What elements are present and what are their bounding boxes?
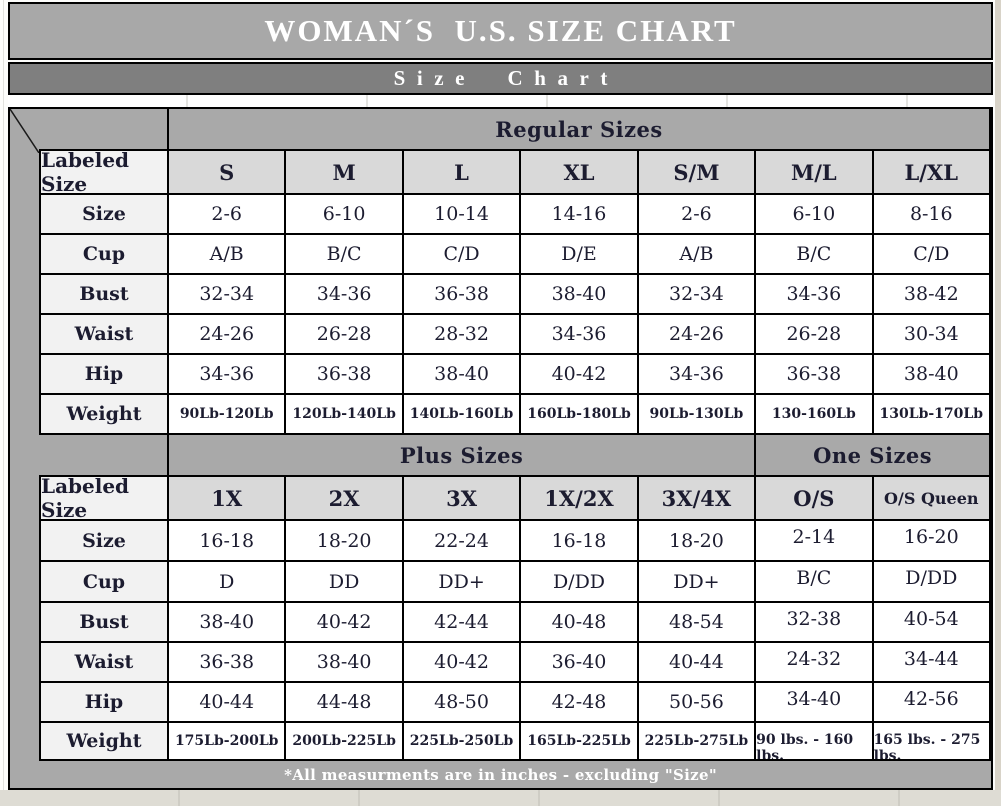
data-cell: 36-38 [286,355,403,395]
column-header: XL [521,151,638,195]
data-cell: D/DD [874,562,991,603]
left-gridline [3,0,4,790]
data-cell: 34-44 [874,643,991,683]
data-cell: 40-44 [639,643,756,683]
gridline-gap [8,95,993,107]
data-cell: 40-42 [404,643,521,683]
data-cell: D [169,562,286,603]
column-header: 2X [286,477,403,521]
column-header: 1X [169,477,286,521]
column-header: S/M [639,151,756,195]
data-cell: D/DD [521,562,638,603]
data-cell: B/C [756,562,873,603]
data-cell: 120Lb-140Lb [286,395,403,435]
data-cell: 36-38 [756,355,873,395]
data-cell: 36-38 [404,275,521,315]
column-header: L [404,151,521,195]
data-cell: 2-14 [756,521,873,562]
row-label: Hip [39,355,169,395]
data-cell: 40-54 [874,603,991,643]
row-label: Weight [39,723,169,761]
column-header: L/XL [874,151,991,195]
data-cell: 14-16 [521,195,638,235]
data-cell: 18-20 [286,521,403,562]
data-cell: 40-42 [521,355,638,395]
column-header: O/S [756,477,873,521]
data-cell: 42-48 [521,683,638,723]
section-header: Regular Sizes [169,109,991,151]
data-cell: 2-6 [639,195,756,235]
data-cell: 42-44 [404,603,521,643]
data-cell: 34-36 [639,355,756,395]
right-margin-strip [995,0,1001,790]
row-label: Waist [39,315,169,355]
data-cell: 48-54 [639,603,756,643]
data-cell: 32-34 [639,275,756,315]
section-header: One Sizes [756,435,991,477]
data-cell: 2-6 [169,195,286,235]
data-cell: 90Lb-120Lb [169,395,286,435]
column-header: M [286,151,403,195]
data-cell: 130Lb-170Lb [874,395,991,435]
labeled-size-header: Labeled Size [39,477,169,521]
data-cell: 225Lb-275Lb [639,723,756,761]
row-label: Weight [39,395,169,435]
data-cell: 38-42 [874,275,991,315]
data-cell: 90Lb-130Lb [639,395,756,435]
section-band-spacer [39,109,169,151]
column-header: 3X/4X [639,477,756,521]
title-bar [8,2,993,60]
data-cell: 34-40 [756,683,873,723]
data-cell: D/E [521,235,638,275]
data-cell: 30-34 [874,315,991,355]
data-cell: 38-40 [404,355,521,395]
data-cell: 36-40 [521,643,638,683]
section-header: Plus Sizes [169,435,756,477]
data-cell: 48-50 [404,683,521,723]
data-cell: 28-32 [404,315,521,355]
footnote-bar [10,761,991,788]
plus-one-sizes-table [39,435,991,761]
data-cell: 26-28 [756,315,873,355]
data-cell: 38-40 [521,275,638,315]
data-cell: 34-36 [169,355,286,395]
data-cell: 22-24 [404,521,521,562]
data-cell: 16-20 [874,521,991,562]
data-cell: B/C [756,235,873,275]
page-subtitle: Size Chart [393,66,619,90]
data-cell: 175Lb-200Lb [169,723,286,761]
data-cell: 34-36 [286,275,403,315]
data-cell: 16-18 [169,521,286,562]
data-cell: 40-42 [286,603,403,643]
bottom-margin-strip [0,790,1001,806]
section-band-spacer [39,435,169,477]
table-frame [8,107,993,790]
data-cell: 24-32 [756,643,873,683]
row-label: Bust [39,275,169,315]
data-cell: 38-40 [286,643,403,683]
data-cell: 40-44 [169,683,286,723]
row-label: Bust [39,603,169,643]
data-cell: 50-56 [639,683,756,723]
data-cell: 16-18 [521,521,638,562]
data-cell: 18-20 [639,521,756,562]
data-cell: 6-10 [286,195,403,235]
row-label: Cup [39,235,169,275]
column-header: S [169,151,286,195]
data-cell: DD [286,562,403,603]
column-header: O/S Queen [874,477,991,521]
subtitle-bar [8,62,993,95]
data-cell: DD+ [639,562,756,603]
column-header: 1X/2X [521,477,638,521]
column-header: 3X [404,477,521,521]
data-cell: 130-160Lb [756,395,873,435]
data-cell: 26-28 [286,315,403,355]
data-cell: 40-48 [521,603,638,643]
row-label: Cup [39,562,169,603]
row-label: Size [39,195,169,235]
data-cell: 34-36 [521,315,638,355]
row-label: Size [39,521,169,562]
data-cell: C/D [404,235,521,275]
data-cell: DD+ [404,562,521,603]
data-cell: 165Lb-225Lb [521,723,638,761]
data-cell: 38-40 [874,355,991,395]
data-cell: B/C [286,235,403,275]
labeled-size-header: Labeled Size [39,151,169,195]
page-title: WOMAN´S U.S. SIZE CHART [264,13,737,48]
data-cell: 165 lbs. - 275 lbs. [874,723,991,761]
data-cell: 160Lb-180Lb [521,395,638,435]
data-cell: 24-26 [169,315,286,355]
data-cell: A/B [639,235,756,275]
column-header: M/L [756,151,873,195]
regular-sizes-table [39,109,991,435]
data-cell: 8-16 [874,195,991,235]
data-cell: 225Lb-250Lb [404,723,521,761]
data-cell: 34-36 [756,275,873,315]
data-cell: 36-38 [169,643,286,683]
data-cell: 38-40 [169,603,286,643]
corner-diagonal-line [10,109,39,153]
data-cell: 90 lbs. - 160 lbs. [756,723,873,761]
row-label: Hip [39,683,169,723]
data-cell: 10-14 [404,195,521,235]
data-cell: A/B [169,235,286,275]
data-cell: 44-48 [286,683,403,723]
data-cell: 140Lb-160Lb [404,395,521,435]
data-cell: 32-38 [756,603,873,643]
data-cell: C/D [874,235,991,275]
row-label: Waist [39,643,169,683]
data-cell: 6-10 [756,195,873,235]
data-cell: 24-26 [639,315,756,355]
data-cell: 200Lb-225Lb [286,723,403,761]
data-cell: 42-56 [874,683,991,723]
data-cell: 32-34 [169,275,286,315]
footnote-text: *All measurments are in inches - excluding "Size" [284,765,717,784]
